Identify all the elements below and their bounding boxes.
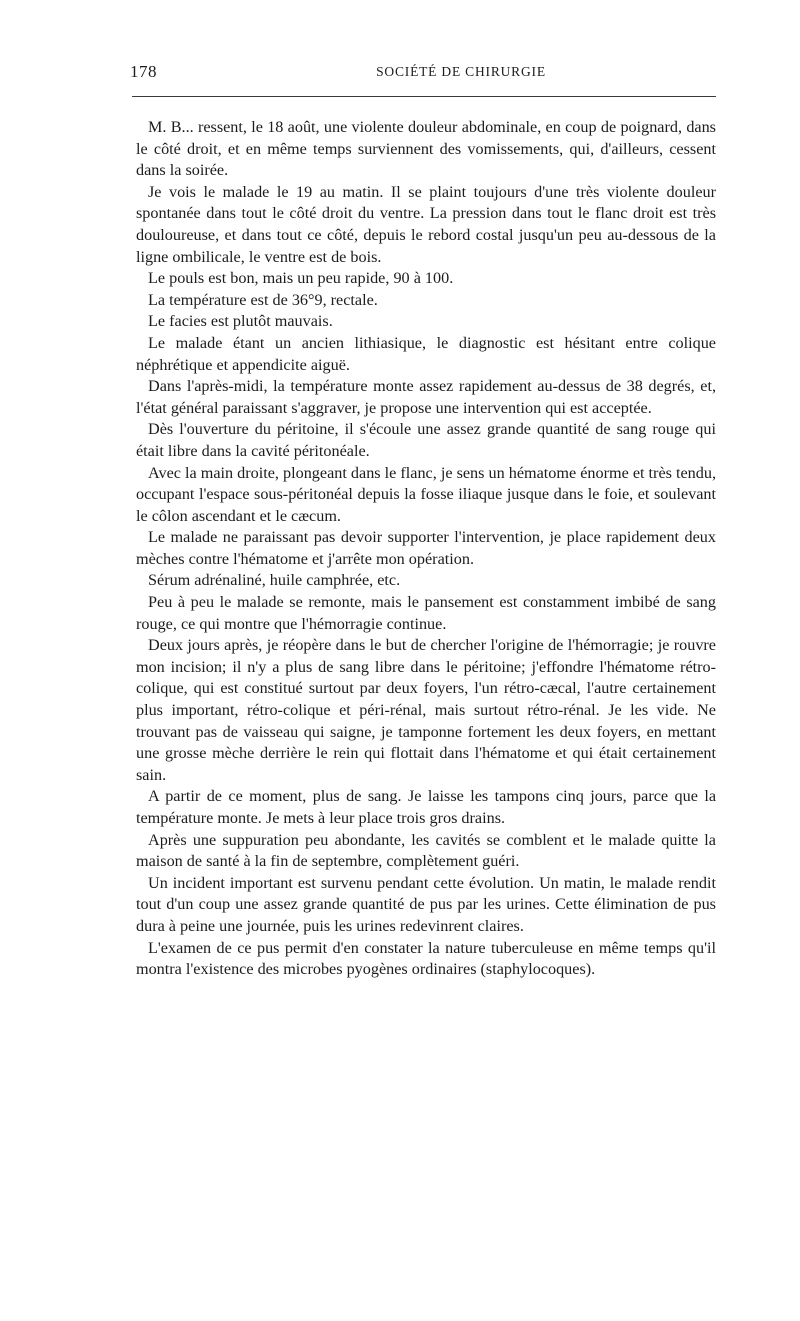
paragraph: M. B... ressent, le 18 août, une violente douleur abdominale, en coup de poignard, dans le côté droit, et en même temps surviennent des vomissements, qui, d'ailleurs, cessent dans la soirée. bbox=[136, 118, 716, 180]
paragraph: Dès l'ouverture du péritoine, il s'écoule une assez grande quantité de sang rouge qui était libre dans la cavité péritonéale. bbox=[136, 420, 716, 460]
body-text bbox=[136, 117, 716, 981]
paragraph: Le malade ne paraissant pas devoir supporter l'intervention, je place rapidement deux mèches contre l'hématome et j'arrête mon opération. bbox=[136, 528, 716, 568]
paragraph: Deux jours après, je réopère dans le but de chercher l'origine de l'hémorragie; je rouvre mon incision; il n'y a plus de sang libre dans le péritoine; j'effondre l'hématome rétro-colique, qui est constitué surtout par deux foyers, l'un rétro-cæcal, l'autre certainement plus important, rétro-colique et péri-rénal, mais surtout rétro-rénal. Je les vide. Ne trouvant pas de vaisseau qui saigne, je tamponne fortement les deux foyers, en mettant une grosse mèche derrière le rein qui flottait dans l'hématome et qui était certainement sain. bbox=[136, 636, 716, 784]
header-rule bbox=[132, 96, 716, 97]
paragraph: Dans l'après-midi, la température monte assez rapidement au-dessus de 38 degrés, et, l'état général paraissant s'aggraver, je propose une intervention qui est acceptée. bbox=[136, 377, 716, 417]
paragraph: A partir de ce moment, plus de sang. Je laisse les tampons cinq jours, parce que la température monte. Je mets à leur place trois gros drains. bbox=[136, 787, 716, 827]
page-number: 178 bbox=[130, 62, 157, 81]
paragraph: Je vois le malade le 19 au matin. Il se plaint toujours d'une très violente douleur spontanée dans tout le côté droit du ventre. La pression dans tout le flanc droit est très douloureuse, et dans tout ce côté, depuis le rebord costal jusqu'un peu au-dessous de la ligne ombilicale, le ventre est de bois. bbox=[136, 182, 716, 266]
paragraph: Sérum adrénaliné, huile camphrée, etc. bbox=[148, 571, 401, 590]
paragraph: La température est de 36°9, rectale. bbox=[148, 290, 378, 309]
paragraph: Peu à peu le malade se remonte, mais le pansement est constamment imbibé de sang rouge, ce qui montre que l'hémorragie continue. bbox=[136, 593, 716, 633]
paragraph: L'examen de ce pus permit d'en constater la nature tuberculeuse en même temps qu'il montra l'existence des microbes pyogènes ordinaires (staphylocoques). bbox=[136, 938, 716, 979]
paragraph: Avec la main droite, plongeant dans le flanc, je sens un hématome énorme et très tendu, occupant l'espace sous-péritonéal depuis la fosse iliaque jusque dans le foie, et soulevant le côlon ascendant et le cæcum. bbox=[136, 463, 716, 525]
paragraph: Un incident important est survenu pendant cette évolution. Un matin, le malade rendit tout d'un coup une assez grande quantité de pus par les urines. Cette élimination de pus dura à peine une journée, puis les urines redevinrent claires. bbox=[136, 873, 716, 935]
paragraph: Le facies est plutôt mauvais. bbox=[148, 312, 333, 331]
page-header bbox=[130, 62, 720, 84]
paragraph: Après une suppuration peu abondante, les cavités se comblent et le malade quitte la maison de santé à la fin de septembre, complètement guéri. bbox=[136, 830, 716, 871]
running-head: SOCIÉTÉ DE CHIRURGIE bbox=[376, 64, 546, 79]
paragraph: Le pouls est bon, mais un peu rapide, 90 à 100. bbox=[148, 269, 454, 288]
paragraph: Le malade étant un ancien lithiasique, le diagnostic est hésitant entre colique néphrétique et appendicite aiguë. bbox=[136, 333, 716, 374]
